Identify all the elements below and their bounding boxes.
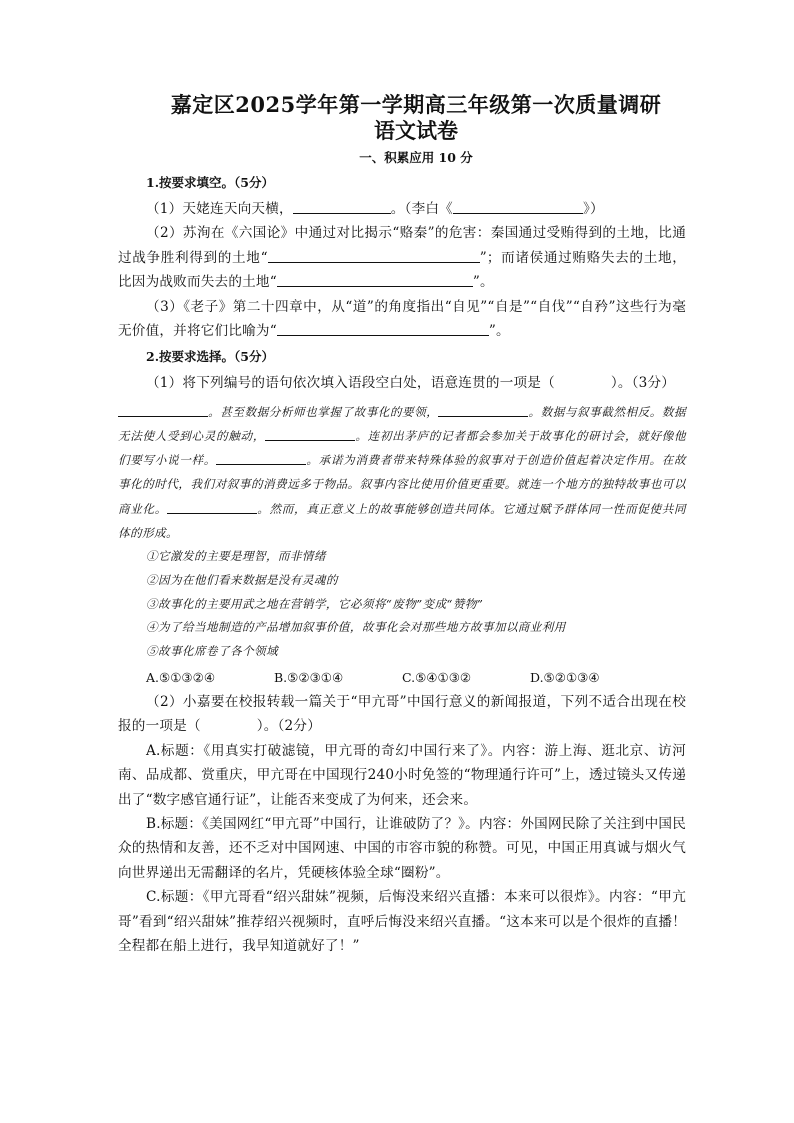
option-a[interactable]: A.⑤①③②④ <box>146 670 216 686</box>
passage-segment-3: 。连初出茅庐的记者都会参加关于故事化的研讨会，就好像他们要写小说一样。 <box>118 429 686 468</box>
q2-sub-1-prompt <box>118 371 686 395</box>
sentence-option-1: ①它激发的主要是理智，而非情绪 <box>146 549 326 564</box>
q1-item-2-text-a: （2）苏洵在《六国论》中通过对比揭示“赂秦”的危害：秦国通过受贿得到的土地，比通过战争胜利得到的土地“ <box>118 225 686 266</box>
q2-sub-1-text-a: （1）将下列编号的语句依次填入语段空白处，语意连贯的一项是（ <box>146 375 555 392</box>
q1-item-2-text-c: ”。 <box>472 274 494 291</box>
q1-item-1-text-c: 》） <box>582 201 604 217</box>
answer-blank[interactable] <box>293 198 391 214</box>
passage-segment-1: 。甚至数据分析师也掌握了故事化的要领， <box>208 404 439 419</box>
q1-item-3-text-b: ”。 <box>488 323 510 340</box>
exam-title: 嘉定区2025学年第一学期高三年级第一次质量调研 <box>170 92 662 117</box>
sentence-option-5: ⑤故事化席卷了各个领域 <box>146 644 278 659</box>
passage-segment-2: 。数据与叙事截然相反。数据无法使人受到心灵的触动， <box>118 404 686 444</box>
choice-a-text: A.标题：《用真实打破滤镜，甲亢哥的奇幻中国行来了》。内容：游上海、逛北京、访河南、品成都、赏重庆，甲亢哥在中国现行240小时免签的“物理通行许可”上，透过镜头又传递出了“数字感官通行证”，让能否来变成了为何来，还会来。 <box>118 742 686 808</box>
choice-b-text: B.标题：《美国网红“甲亢哥”中国行，让谁破防了？》。内容：外国网民除了关注到中国民众的热情和友善，还不乏对中国网速、中国的市容市貌的称赞。可见，中国正用真诚与烟火气向世界递出无需翻译的名片，凭硬核体验全球“圈粉”。 <box>118 816 686 881</box>
q1-item-1-text-b: 。（李白《 <box>390 201 453 217</box>
q1-item-1-text-a: （1）天姥连天向天横， <box>146 201 293 217</box>
passage-segment-5: 。然而，真正意义上的故事能够创造共同体。它通过赋予群体同一性而促使共同体的形成。 <box>118 501 686 540</box>
answer-blank[interactable] <box>277 271 473 287</box>
passage-blank[interactable] <box>216 451 306 465</box>
sentence-option-3: ③故事化的主要用武之地在营销学，它必须将“废物”变成“赞物” <box>146 596 484 611</box>
sentence-option-4: ④为了给当地制造的产品增加叙事价值，故事化会对那些地方故事加以商业利用 <box>146 620 566 635</box>
option-c[interactable]: C.⑤④①③② <box>402 670 472 686</box>
q1-item-3-text-a: （3）《老子》第二十四章中，从“道”的角度指出“自见”“自是”“自伐”“自矜”这些行为毫无价值，并将它们比喻为“ <box>118 298 686 340</box>
answer-blank[interactable] <box>268 247 480 263</box>
q1-item-1 <box>118 197 686 221</box>
option-d[interactable]: D.⑤②①③④ <box>530 670 600 686</box>
exam-subtitle: 语文试卷 <box>374 118 458 143</box>
q2-sub-2-text-a: （2）小嘉要在校报转载一篇关于“甲亢哥”中国行意义的新闻报道，下列不适合出现在校报的一项是（ <box>118 694 686 735</box>
passage-blank[interactable] <box>118 403 208 417</box>
passage-blank[interactable] <box>438 403 528 417</box>
sentence-option-2: ②因为在他们看来数据是没有灵魂的 <box>146 572 338 587</box>
choice-c-text: C.标题：《甲亢哥看“绍兴甜妹”视频，后悔没来绍兴直播：本来可以很炸》。内容：“甲亢哥”看到“绍兴甜妹”推荐绍兴视频时，直呼后悔没来绍兴直播。“这本来可以是个很炸的直播！全程都在船上进行，我早知道就好了！” <box>118 889 686 955</box>
q2-sub-2-prompt <box>118 690 686 739</box>
exam-content <box>118 92 686 959</box>
answer-blank[interactable] <box>453 198 583 214</box>
q1-item-2-text-b: ”；而诸侯通过贿赂失去的土地，比因为战败而失去的土地“ <box>118 249 686 291</box>
passage-blank[interactable] <box>265 427 355 441</box>
option-b[interactable]: B.⑤②③①④ <box>274 670 344 686</box>
q2-sub-1-text-b: ）。（3分） <box>610 375 676 392</box>
q2-sub-2-text-b: ）。（2分） <box>256 718 321 735</box>
reading-passage <box>118 400 686 545</box>
passage-segment-4: 。承诺为消费者带来特殊体验的叙事对于创造价值起着决定作用。在故事化的时代，我们对叙事的消费远多于物品。叙事内容比使用价值更重要。就连一个地方的独特故事也可以商业化。 <box>118 453 687 516</box>
question-2-heading: 2.按要求选择。（5分） <box>146 349 274 365</box>
question-1-heading: 1.按要求填空。（5分） <box>146 175 274 190</box>
section-title: 一、积累应用 10 分 <box>359 150 473 165</box>
passage-blank[interactable] <box>167 500 257 514</box>
q1-item-2 <box>118 221 686 294</box>
answer-blank[interactable] <box>277 320 489 336</box>
answer-options <box>146 666 686 690</box>
q1-item-3 <box>118 295 686 344</box>
